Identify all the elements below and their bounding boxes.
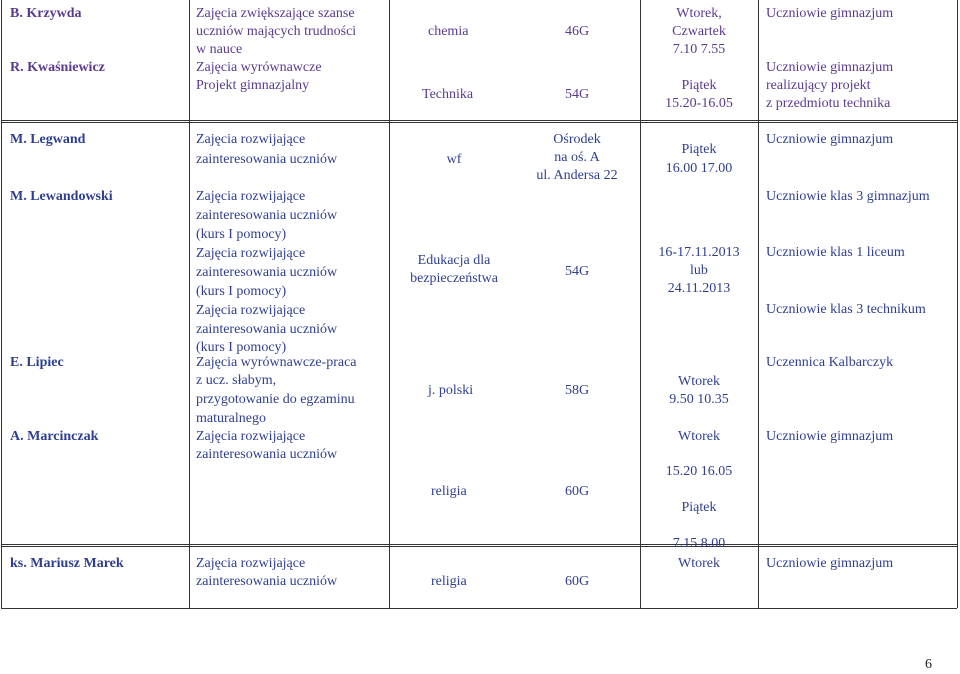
activity-line: uczniów mających trudności [196, 24, 357, 39]
subject-name: wf [446, 152, 462, 167]
activity-line: zainteresowania uczniów [196, 447, 338, 462]
table-divider-col2 [389, 0, 390, 608]
activity-line: Zajęcia rozwijające [196, 303, 306, 318]
table-divider-col4 [758, 0, 759, 608]
activity-line: Zajęcia rozwijające [196, 132, 306, 147]
time-line: Piątek [681, 142, 717, 157]
table-divider-col1 [189, 0, 190, 608]
subject-name: religia [431, 484, 467, 499]
subject-name: Edukacja dla [417, 253, 491, 268]
teacher-name: B. Krzywda [10, 6, 82, 21]
activity-line: maturalnego [196, 411, 266, 426]
participants-line: Uczniowie gimnazjum [766, 60, 894, 75]
time-line: Wtorek [678, 374, 720, 389]
participants-line: Uczniowie gimnazjum [766, 556, 894, 571]
activity-line: Projekt gimnazjalny [196, 78, 310, 93]
participants-line: Uczennica Kalbarczyk [766, 355, 894, 370]
teacher-name: M. Lewandowski [10, 189, 113, 204]
time-line: Wtorek [678, 556, 720, 571]
participants-line: Uczniowie gimnazjum [766, 429, 894, 444]
time-line: 7.10 7.55 [672, 42, 726, 57]
time-line: Piątek [681, 78, 717, 93]
room-line: ul. Andersa 22 [536, 168, 618, 183]
subject-name: Technika [422, 87, 474, 102]
time-line: lub [690, 263, 708, 278]
activity-line: zainteresowania uczniów [196, 322, 338, 337]
subject-name: bezpieczeństwa [410, 271, 498, 286]
activity-line: zainteresowania uczniów [196, 265, 338, 280]
activity-line: Zajęcia wyrównawcze [196, 60, 322, 75]
time-line: Wtorek, [676, 6, 722, 21]
time-line: 16.00 17.00 [665, 161, 733, 176]
room-number: 46G [565, 24, 590, 39]
row-divider-2 [1, 544, 957, 547]
teacher-name: A. Marcinczak [10, 429, 99, 444]
room-number: 60G [565, 574, 590, 589]
time-line: 9.50 10.35 [669, 392, 729, 407]
activity-line: zainteresowania uczniów [196, 208, 338, 223]
time-line: Piątek [681, 500, 717, 515]
room-line: na oś. A [554, 150, 600, 165]
teacher-name: M. Legwand [10, 132, 86, 147]
teacher-name: R. Kwaśniewicz [10, 60, 105, 75]
activity-line: Zajęcia rozwijające [196, 189, 306, 204]
participants-line: Uczniowie klas 3 gimnazjum [766, 189, 930, 204]
activity-line: Zajęcia rozwijające [196, 556, 306, 571]
room-line: Ośrodek [553, 132, 601, 147]
activity-line: w nauce [196, 42, 243, 57]
subject-name: j. polski [428, 383, 474, 398]
time-line: 15.20-16.05 [665, 96, 733, 111]
activity-line: z ucz. słabym, [196, 373, 277, 388]
activity-line: (kurs I pomocy) [196, 284, 287, 299]
participants-line: z przedmiotu technika [766, 96, 891, 111]
table-border-bottom [1, 608, 957, 609]
subject-name: chemia [428, 24, 469, 39]
activity-line: Zajęcia wyrównawcze-praca [196, 355, 357, 370]
activity-line: Zajęcia rozwijające [196, 246, 306, 261]
activity-line: Zajęcia zwiększające szanse [196, 6, 355, 21]
teacher-name: E. Lipiec [10, 355, 64, 370]
participants-line: Uczniowie gimnazjum [766, 132, 894, 147]
activity-line: (kurs I pomocy) [196, 340, 287, 355]
room-number: 60G [565, 484, 590, 499]
activity-line: zainteresowania uczniów [196, 574, 338, 589]
room-number: 54G [565, 87, 590, 102]
room-number: 58G [565, 383, 590, 398]
subject-name: religia [431, 574, 467, 589]
participants-line: Uczniowie gimnazjum [766, 6, 894, 21]
activity-line: zainteresowania uczniów [196, 152, 338, 167]
time-line: 7.15 8.00 [672, 536, 726, 551]
activity-line: Zajęcia rozwijające [196, 429, 306, 444]
table-border-right [957, 0, 958, 608]
page-number: 6 [925, 657, 932, 672]
time-line: 15.20 16.05 [665, 464, 733, 479]
participants-line: realizujący projekt [766, 78, 871, 93]
activity-line: przygotowanie do egzaminu [196, 392, 355, 407]
row-divider-1 [1, 120, 957, 123]
time-line: 24.11.2013 [667, 281, 731, 296]
table-border-left [1, 0, 2, 608]
participants-line: Uczniowie klas 1 liceum [766, 245, 905, 260]
participants-line: Uczniowie klas 3 technikum [766, 302, 926, 317]
time-line: Czwartek [672, 24, 726, 39]
room-number: 54G [565, 264, 590, 279]
time-line: Wtorek [678, 429, 720, 444]
activity-line: (kurs I pomocy) [196, 227, 287, 242]
time-line: 16-17.11.2013 [658, 245, 740, 260]
teacher-name: ks. Mariusz Marek [10, 556, 124, 571]
